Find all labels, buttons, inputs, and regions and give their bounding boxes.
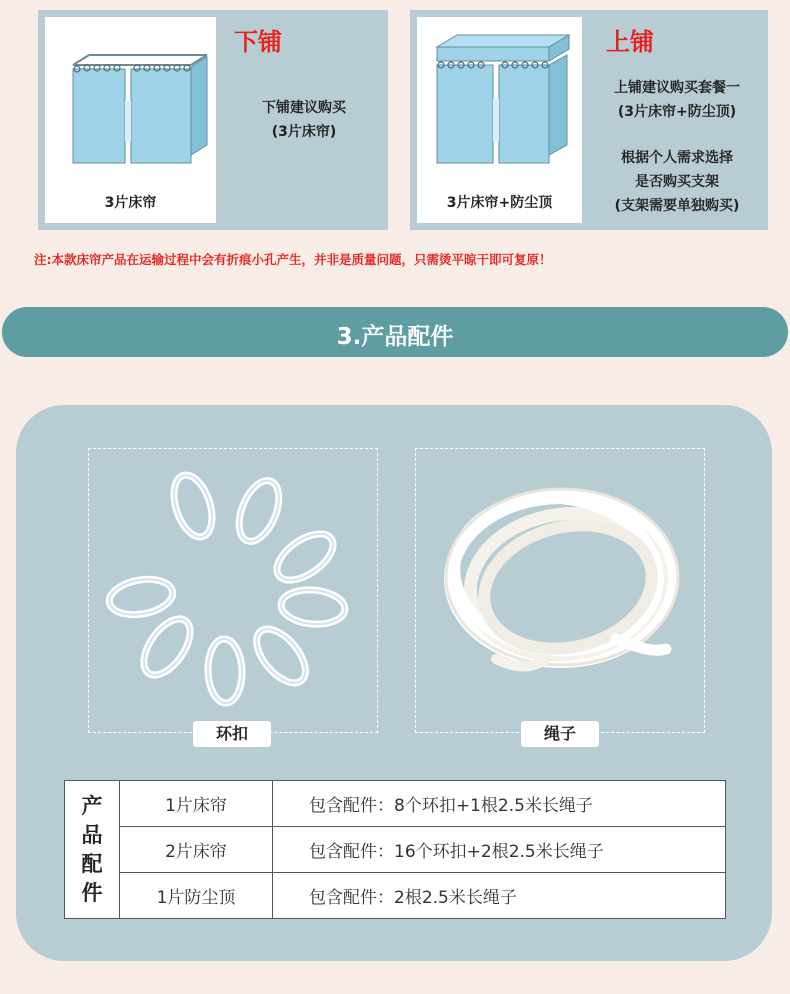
rope-photo	[416, 449, 703, 731]
lower-bunk-title: 下铺	[234, 28, 282, 56]
header-char: 品	[81, 822, 103, 847]
upper-bunk-desc-line4: 是否购买支架	[635, 174, 719, 190]
upper-bunk-title: 上铺	[606, 28, 654, 56]
upper-bunk-desc-line2: (3片床帘+防尘顶)	[617, 104, 737, 120]
header-char: 配	[81, 851, 103, 876]
rope-photo-frame	[415, 448, 705, 733]
shipping-crease-notice: 注:本款床帘产品在运输过程中会有折痕小孔产生，并非是质量问题，只需烫平晾干即可复原！	[34, 252, 552, 267]
header-char: 产	[81, 793, 103, 818]
table-row	[65, 781, 726, 827]
upper-bunk-desc	[586, 76, 768, 218]
upper-bunk-desc-line3: 根据个人需求选择	[621, 150, 733, 166]
lower-bunk-desc	[220, 96, 388, 144]
lower-bunk-desc-line2: (3片床帘)	[271, 124, 337, 140]
table-item-cell: 2片床帘	[120, 827, 273, 873]
lower-bunk-image-area	[45, 17, 216, 223]
table-vertical-header	[65, 781, 120, 919]
section-header-bar	[2, 307, 788, 357]
section-title: 3.产品配件	[336, 324, 454, 350]
rings-label: 环扣	[193, 721, 271, 747]
table-row	[65, 827, 726, 873]
upper-bunk-panel	[410, 10, 768, 230]
upper-bunk-desc-line5: (支架需要单独购买)	[614, 198, 740, 214]
table-item-cell: 1片防尘顶	[120, 873, 273, 919]
rope-label: 绳子	[521, 721, 599, 747]
lower-bunk-desc-line1: 下铺建议购买	[262, 100, 346, 116]
table-item-cell: 1片床帘	[120, 781, 273, 827]
table-row	[65, 873, 726, 919]
lower-bunk-caption: 3片床帘	[104, 195, 157, 211]
rings-photo-frame	[88, 448, 378, 733]
table-contents-cell: 包含配件：8个环扣+1根2.5米长绳子	[273, 781, 726, 827]
upper-bunk-image-area	[417, 17, 582, 223]
upper-bunk-caption: 3片床帘+防尘顶	[446, 195, 553, 211]
lower-bunk-panel	[38, 10, 388, 230]
accessories-table	[64, 780, 726, 919]
header-char: 件	[81, 880, 103, 905]
rings-photo	[89, 449, 376, 731]
table-contents-cell: 包含配件：16个环扣+2根2.5米长绳子	[273, 827, 726, 873]
upper-bunk-desc-line1: 上铺建议购买套餐一	[614, 80, 740, 96]
table-contents-cell: 包含配件：2根2.5米长绳子	[273, 873, 726, 919]
